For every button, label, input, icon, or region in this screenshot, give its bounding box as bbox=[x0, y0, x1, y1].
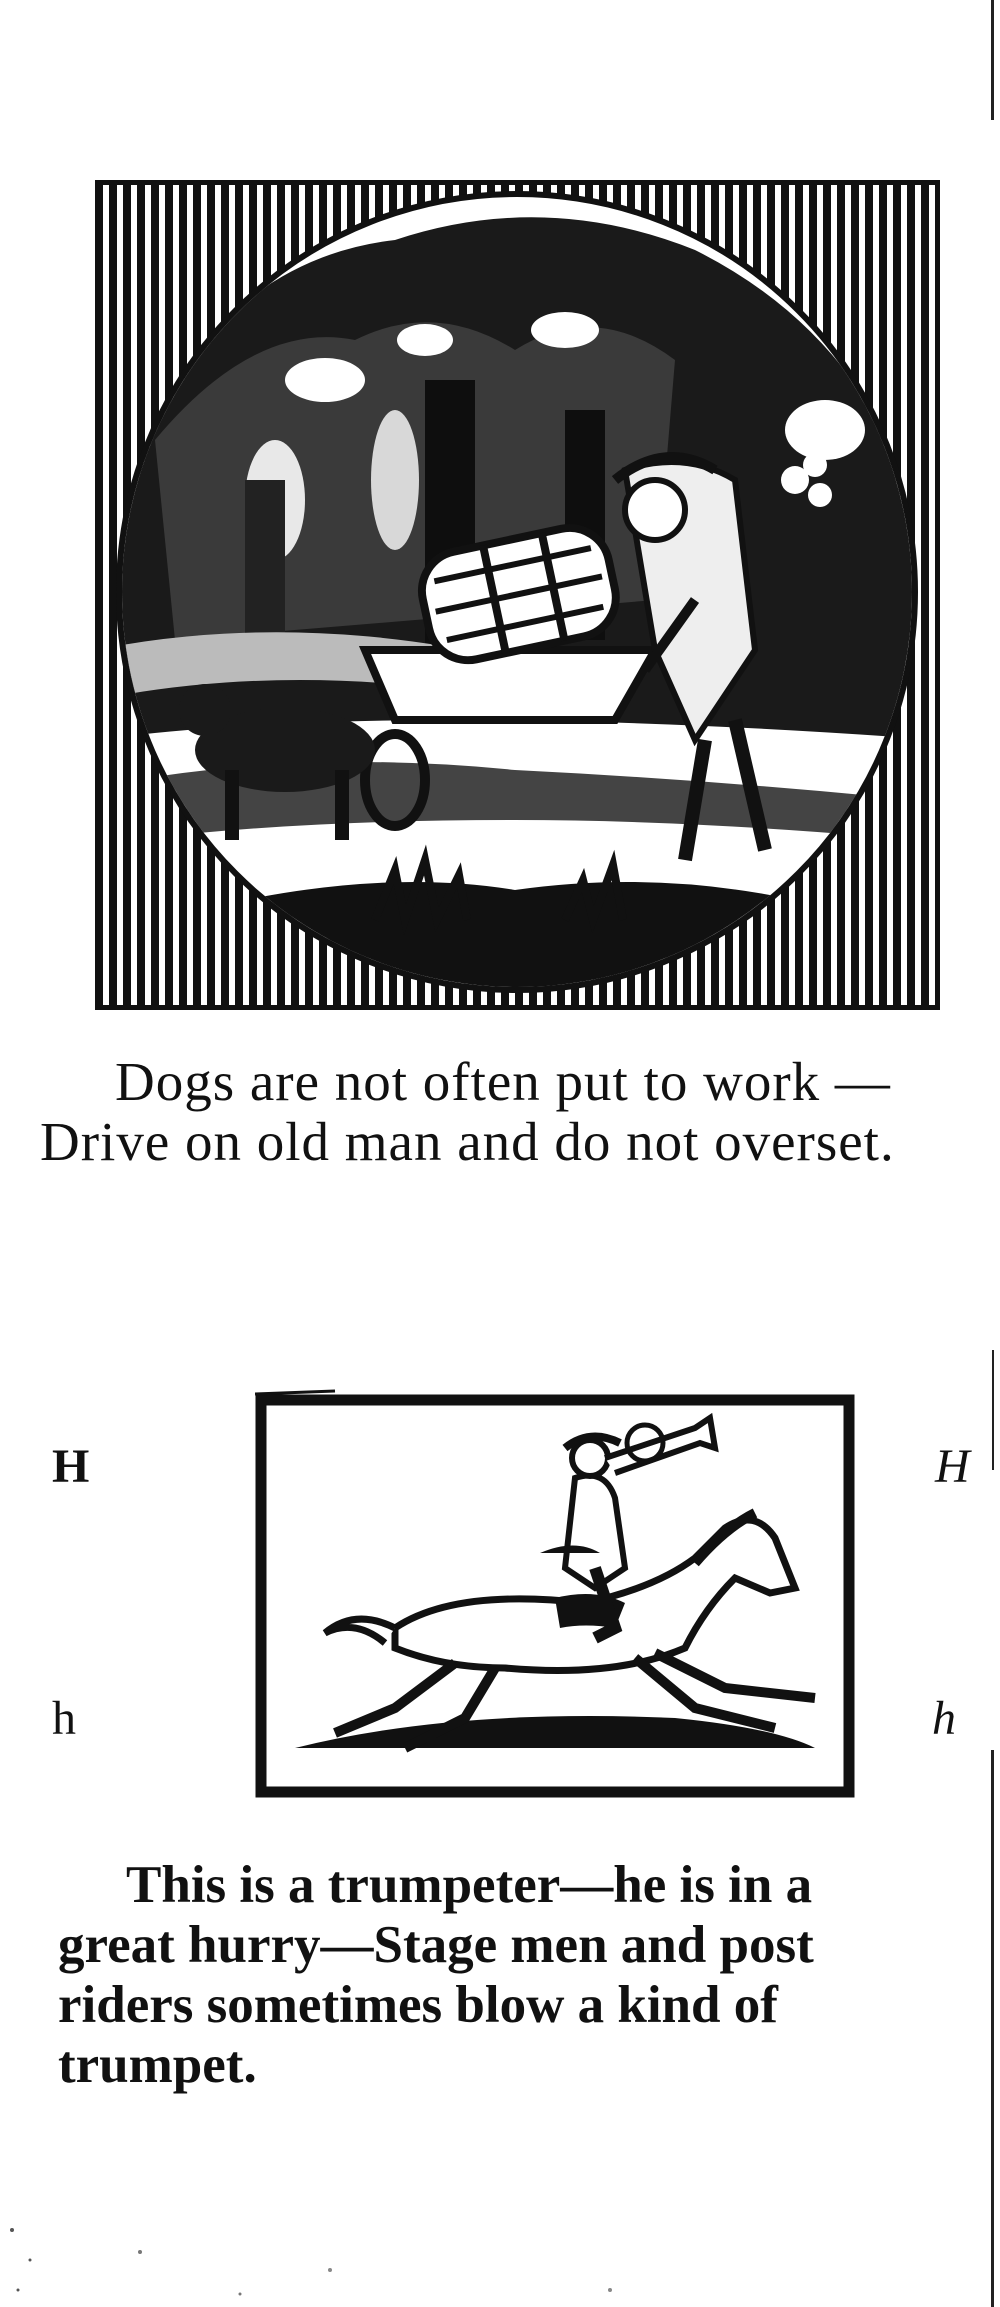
woodcut-trumpeter-illustration bbox=[255, 1388, 855, 1798]
caption-trumpeter bbox=[58, 1855, 978, 2095]
page-edge-mark bbox=[992, 1350, 994, 1470]
woodcut-dog-cart-illustration bbox=[95, 180, 940, 1010]
letter-H-roman: H bbox=[52, 1440, 90, 1493]
letter-H-italic: H bbox=[935, 1440, 970, 1493]
page-edge-mark bbox=[991, 0, 994, 120]
caption-trumpeter-line-3: riders sometimes blow a kind of bbox=[58, 1976, 778, 2034]
letter-h-roman: h bbox=[52, 1692, 76, 1745]
caption-dogs bbox=[40, 1052, 990, 1172]
caption-dogs-line-2: Drive on old man and do not overset. bbox=[40, 1111, 895, 1172]
caption-trumpeter-line-4: trumpet. bbox=[58, 2036, 257, 2094]
caption-dogs-line-1: Dogs are not often put to work — bbox=[115, 1051, 891, 1112]
letter-h-italic: h bbox=[932, 1692, 956, 1745]
caption-trumpeter-line-1: This is a trumpeter—he is in a bbox=[126, 1856, 813, 1914]
paper-speckles bbox=[0, 2220, 1000, 2300]
caption-trumpeter-line-2: great hurry—Stage men and post bbox=[58, 1916, 814, 1974]
